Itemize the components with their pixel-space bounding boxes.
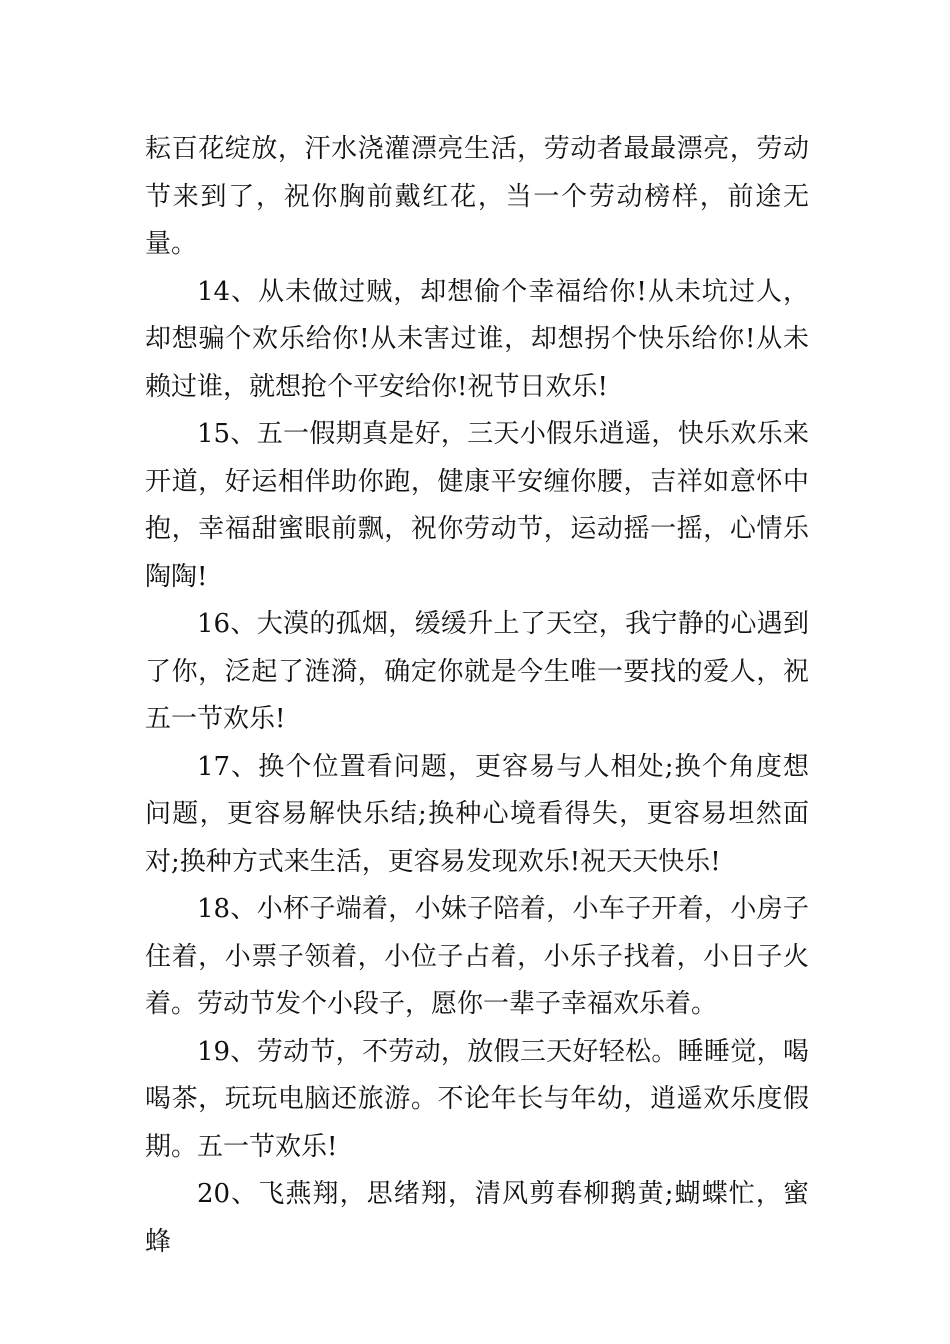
paragraph-17: 17、换个位置看问题，更容易与人相处;换个角度想问题，更容易解快乐结;换种心境看得失，更容易坦然面对;换种方式来生活，更容易发现欢乐!祝天天快乐! (145, 751, 809, 877)
paragraph-13-continuation: 耘百花绽放，汗水浇灌漂亮生活，劳动者最最漂亮，劳动节来到了，祝你胸前戴红花，当一个劳动榜样，前途无量。 (145, 134, 809, 259)
paragraph-18: 18、小杯子端着，小妹子陪着，小车子开着，小房子住着，小票子领着，小位子占着，小乐子找着，小日子火着。劳动节发个小段子，愿你一辈子幸福欢乐着。 (145, 894, 809, 1019)
document-body (145, 126, 809, 1266)
paragraph-20: 20、飞燕翔，思绪翔，清风剪春柳鹅黄;蝴蝶忙，蜜蜂 (145, 1179, 809, 1257)
paragraph-14: 14、从未做过贼，却想偷个幸福给你!从未坑过人，却想骗个欢乐给你!从未害过谁，却想拐个快乐给你!从未赖过谁，就想抢个平安给你!祝节日欢乐! (145, 276, 809, 402)
paragraph-19: 19、劳动节，不劳动，放假三天好轻松。睡睡觉，喝喝茶，玩玩电脑还旅游。不论年长与年幼，逍遥欢乐度假期。五一节欢乐! (145, 1036, 809, 1162)
paragraph-16: 16、大漠的孤烟，缓缓升上了天空，我宁静的心遇到了你，泛起了涟漪，确定你就是今生唯一要找的爱人，祝五一节欢乐! (145, 609, 809, 734)
paragraph-15: 15、五一假期真是好，三天小假乐逍遥，快乐欢乐来开道，好运相伴助你跑，健康平安缠你腰，吉祥如意怀中抱，幸福甜蜜眼前飘，祝你劳动节，运动摇一摇，心情乐陶陶! (145, 419, 809, 592)
